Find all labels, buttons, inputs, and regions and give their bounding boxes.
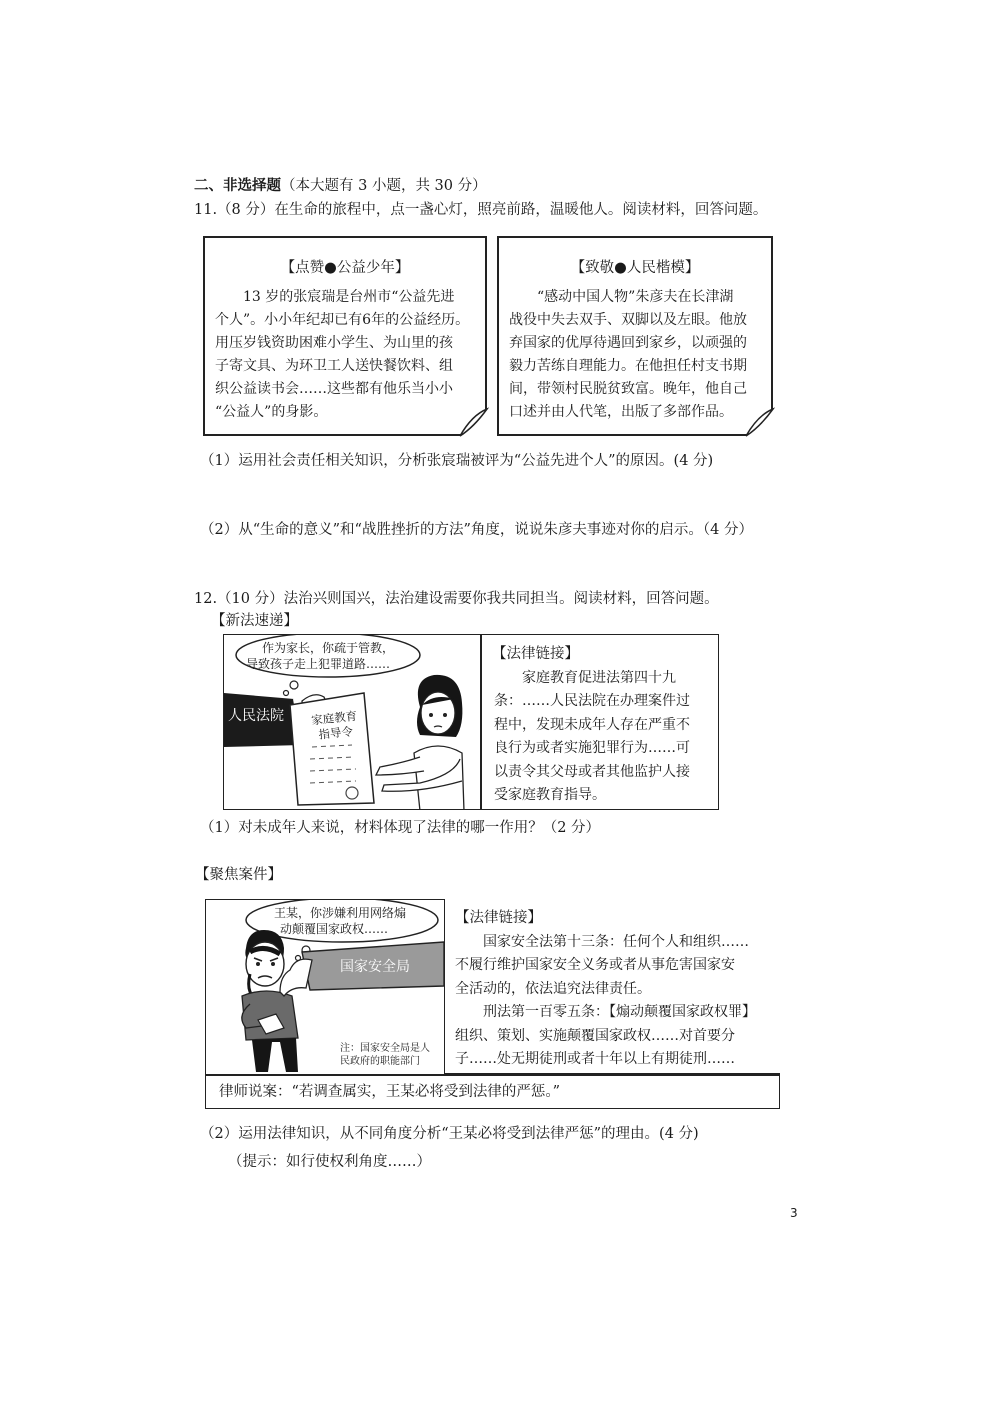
card-left-line: 用压岁钱资助困难小学生、为山里的孩 bbox=[215, 335, 453, 351]
dog-ear-icon bbox=[458, 407, 490, 439]
note-line: 注：国家安全局是人 bbox=[340, 1043, 430, 1054]
bubble-line: 王某，你涉嫌利用网络煽 bbox=[274, 906, 407, 920]
card-left-line: “公益人”的身影。 bbox=[215, 404, 328, 420]
tag-focus-case: 【聚焦案件】 bbox=[195, 867, 282, 883]
comic1-bubble bbox=[246, 640, 394, 672]
comic2-bubble bbox=[274, 905, 406, 937]
q12-sub2: （2）运用法律知识，从不同角度分析“王某必将受到法律严惩”的理由。(4 分) bbox=[200, 1126, 699, 1142]
law-link-national-security bbox=[444, 899, 780, 1074]
q12-stem: 12.（10 分）法治兴则国兴，法治建设需要你我共同担当。阅读材料，回答问题。 bbox=[194, 591, 719, 607]
card-right-line: 弃国家的优厚待遇回到家乡，以顽强的 bbox=[509, 335, 747, 351]
comic2-sleeve-label: 国家安全局 bbox=[340, 959, 410, 975]
q11-stem: 11.（8 分）在生命的旅程中，点一盏心灯，照亮前路，温暖他人。阅读材料，回答问题。 bbox=[194, 202, 768, 218]
comic1-doc-label bbox=[311, 709, 360, 744]
card-right-line: 战役中失去双手、双脚以及左眼。他放 bbox=[509, 312, 747, 328]
law1-line: 受家庭教育指导。 bbox=[494, 787, 606, 803]
q12-hint: （提示：如行使权利角度……） bbox=[228, 1154, 431, 1170]
dog-ear-icon bbox=[744, 407, 776, 439]
section-header bbox=[194, 176, 487, 196]
q12-sub1: （1）对未成年人来说，材料体现了法律的哪一作用？（2 分） bbox=[200, 820, 601, 836]
section-title: 二、非选择题 bbox=[194, 177, 281, 194]
bubble-line: 作为家长，你疏于管教， bbox=[262, 641, 395, 655]
law2-line: 子……处无期徒刑或者十年以上有期徒刑…… bbox=[455, 1051, 735, 1067]
card-left-line: 个人”。小小年纪却已有6年的公益经历。 bbox=[215, 312, 470, 328]
comic-national-security bbox=[206, 900, 444, 1073]
card-left-line: 子寄文具、为环卫工人送快餐饮料、组 bbox=[215, 358, 453, 374]
card-left-line: 织公益读书会……这些都有他乐当小小 bbox=[215, 381, 453, 397]
comic2-note bbox=[340, 1042, 430, 1068]
comic-court-order bbox=[223, 634, 481, 810]
law2-line: 国家安全法第十三条：任何个人和组织…… bbox=[483, 933, 749, 950]
law1-line: 条：……人民法院在办理案件过 bbox=[494, 693, 690, 709]
card-right-line: 毅力苦练自理能力。在他担任村支书期 bbox=[509, 358, 747, 374]
card-left-title: 【点赞●公益少年】 bbox=[280, 260, 410, 276]
law2-body bbox=[455, 931, 780, 1072]
law1-line: 以责令其父母或者其他监护人接 bbox=[494, 763, 690, 780]
card-right-title: 【致敬●人民楷模】 bbox=[570, 260, 700, 276]
bubble-line: 动颠覆国家政权…… bbox=[280, 922, 389, 936]
card-right-line: “感动中国人物”朱彦夫在长津湖 bbox=[537, 289, 734, 305]
tag-new-law: 【新法速递】 bbox=[211, 613, 298, 629]
q11-sub2: （2）从“生命的意义”和“战胜挫折的方法”角度，说说朱彦夫事迹对你的启示。（4 分） bbox=[200, 522, 753, 538]
card-people-model bbox=[497, 236, 773, 436]
doc-line: 指导令 bbox=[317, 724, 354, 742]
card-right-line: 口述并由人代笔，出版了多部作品。 bbox=[509, 404, 733, 420]
q11-sub1: （1）运用社会责任相关知识，分析张宸瑞被评为“公益先进个人”的原因。(4 分) bbox=[200, 453, 714, 469]
law2-line: 不履行维护国家安全义务或者从事危害国家安 bbox=[455, 957, 735, 973]
law2-line: 组织、策划、实施颠覆国家政权……对首要分 bbox=[455, 1027, 735, 1044]
law1-line: 良行为或者实施犯罪行为……可 bbox=[494, 740, 690, 756]
lawyer-divider bbox=[205, 1074, 780, 1076]
card-right-line: 间，带领村民脱贫致富。晚年，他自己 bbox=[509, 381, 747, 397]
bubble-line: 导致孩子走上犯罪道路…… bbox=[246, 657, 391, 671]
page-number: 3 bbox=[790, 1206, 798, 1220]
card-left-line: 13 岁的张宸瑞是台州市“公益先进 bbox=[243, 289, 455, 305]
comic1-sleeve-label: 人民法院 bbox=[228, 708, 284, 724]
section-note: （本大题有 3 小题，共 30 分） bbox=[281, 178, 487, 194]
card-right-body bbox=[509, 286, 771, 424]
law1-line: 家庭教育促进法第四十九 bbox=[522, 669, 676, 686]
law1-body bbox=[494, 667, 718, 808]
law2-title: 【法律链接】 bbox=[455, 910, 542, 926]
note-line: 民政府的职能部门 bbox=[340, 1056, 420, 1067]
doc-line: 家庭教育 bbox=[310, 708, 358, 728]
law1-line: 程中，发现未成年人存在严重不 bbox=[494, 716, 690, 733]
law2-line: 刑法第一百零五条：【煽动颠覆国家政权罪】 bbox=[483, 1004, 756, 1020]
lawyer-comment: 律师说案：“若调查属实，王某必将受到法律的严惩。” bbox=[219, 1084, 561, 1100]
card-public-welfare bbox=[203, 236, 487, 436]
law2-line: 全活动的，依法追究法律责任。 bbox=[455, 980, 651, 997]
law-link-family-education bbox=[481, 634, 719, 810]
card-left-body bbox=[215, 286, 485, 424]
law1-title: 【法律链接】 bbox=[492, 646, 579, 662]
